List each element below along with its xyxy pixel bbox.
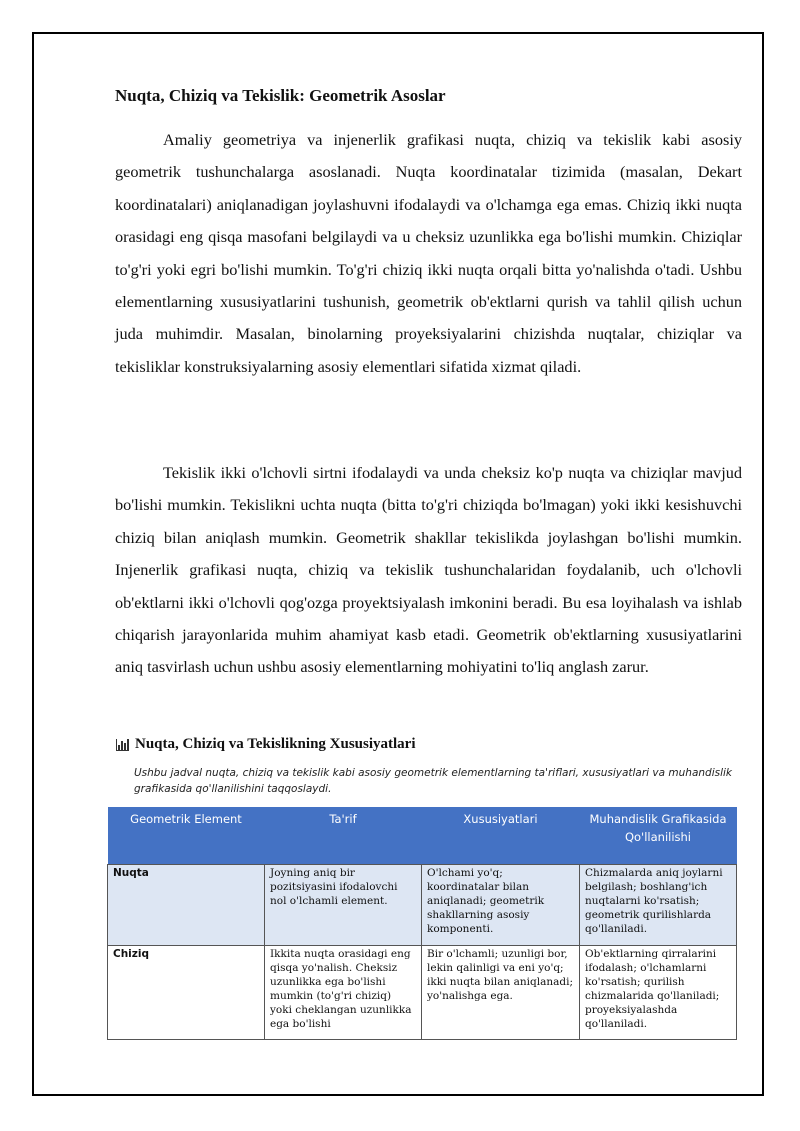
header-properties: Xususiyatlari (422, 807, 580, 864)
body-paragraph-1: Amaliy geometriya va injenerlik grafikasi nuqta, chiziq va tekislik kabi asosiy geometrik tushunchalarga asoslanadi. Nuqta koordinatalar tizimida (masalan, Dekart koordinatalari) aniqlanadigan joylashuvni ifodalaydi va o'lchamga ega emas. Chiziq ikki nuqta orasidagi eng qisqa masofani belgilaydi va u cheksiz uzunlikka ega bo'lishi mumkin. Chiziqlar to'g'ri yoki egri bo'lishi mumkin. To'g'ri chiziq ikki nuqta orqali bitta yo'nalishda o'tadi. Ushbu elementlarning xususiyatlarini tushunish, geometrik ob'ektlarni qurish va tahlil qilish uchun juda muhimdir. Masalan, binolarning proyeksiyalarini chizishda nuqtalar, chiziqlar va tekisliklar konstruksiyalarning asosiy elementlari sifatida xizmat qiladi. (115, 130, 742, 376)
cell-properties: Bir o'lchamli; uzunligi bor, lekin qalinligi va eni yo'q; ikki nuqta bilan aniqlanadi; yo'nalishga ega. (422, 945, 580, 1039)
cell-properties: O'lchami yo'q; koordinatalar bilan aniqlanadi; geometrik shakllarning asosiy komponenti. (422, 864, 580, 945)
cell-element: Nuqta (108, 864, 265, 945)
table-description: Ushbu jadval nuqta, chiziq va tekislik kabi asosiy geometrik elementlarning ta'riflari, xususiyatlari va muhandislik grafikasida qo'llanilishini taqqoslaydi. (134, 767, 733, 795)
cell-usage: Chizmalarda aniq joylarni belgilash; boshlang'ich nuqtalarni ko'rsatish; geometrik qurilishlarda qo'llaniladi. (580, 864, 737, 945)
header-usage: Muhandislik Grafikasida Qo'llanilishi (580, 807, 737, 864)
table-row (108, 864, 737, 945)
bar-chart-icon (116, 739, 129, 751)
table-title-text: Nuqta, Chiziq va Tekislikning Xususiyatlari (135, 736, 416, 752)
cell-usage: Ob'ektlarning qirralarini ifodalash; o'lchamlarni ko'rsatish; qurilish chizmalarida qo'llaniladi; proyeksiyalashda qo'llaniladi. (580, 945, 737, 1039)
table-header-row (108, 807, 737, 864)
cell-element: Chiziq (108, 945, 265, 1039)
header-element: Geometrik Element (108, 807, 265, 864)
cell-definition: Joyning aniq bir pozitsiyasini ifodalovchi nol o'lchamli element. (265, 864, 422, 945)
table-title (116, 736, 416, 753)
properties-table (107, 807, 737, 1040)
body-paragraph-2: Tekislik ikki o'lchovli sirtni ifodalaydi va unda cheksiz ko'p nuqta va chiziqlar mavjud bo'lishi mumkin. Tekislikni uchta nuqta (bitta to'g'ri chiziqda bo'lmagan) yoki ikki kesishuvchi chiziq bilan aniqlash mumkin. Geometrik shakllar tekislikda joylashgan bo'lishi mumkin. Injenerlik grafikasi nuqta, chiziq va tekislik tushunchalaridan foydalanib, uch o'lchovli ob'ektlarni ikki o'lchovli qog'ozga proyektsiyalash imkonini beradi. Bu esa loyihalash va ishlab chiqarish jarayonlarida muhim ahamiyat kasb etadi. Geometrik ob'ektlarning xususiyatlarini aniq tasvirlash uchun ushbu asosiy elementlarning mohiyatini to'liq anglash zarur. (115, 463, 742, 677)
document-heading: Nuqta, Chiziq va Tekislik: Geometrik Asoslar (115, 86, 446, 105)
cell-definition: Ikkita nuqta orasidagi eng qisqa yo'nalish. Cheksiz uzunlikka ega bo'lishi mumkin (to'g'ri chiziq) yoki cheklangan uzunlikka ega bo'lishi (265, 945, 422, 1039)
table-row (108, 945, 737, 1039)
header-definition: Ta'rif (265, 807, 422, 864)
